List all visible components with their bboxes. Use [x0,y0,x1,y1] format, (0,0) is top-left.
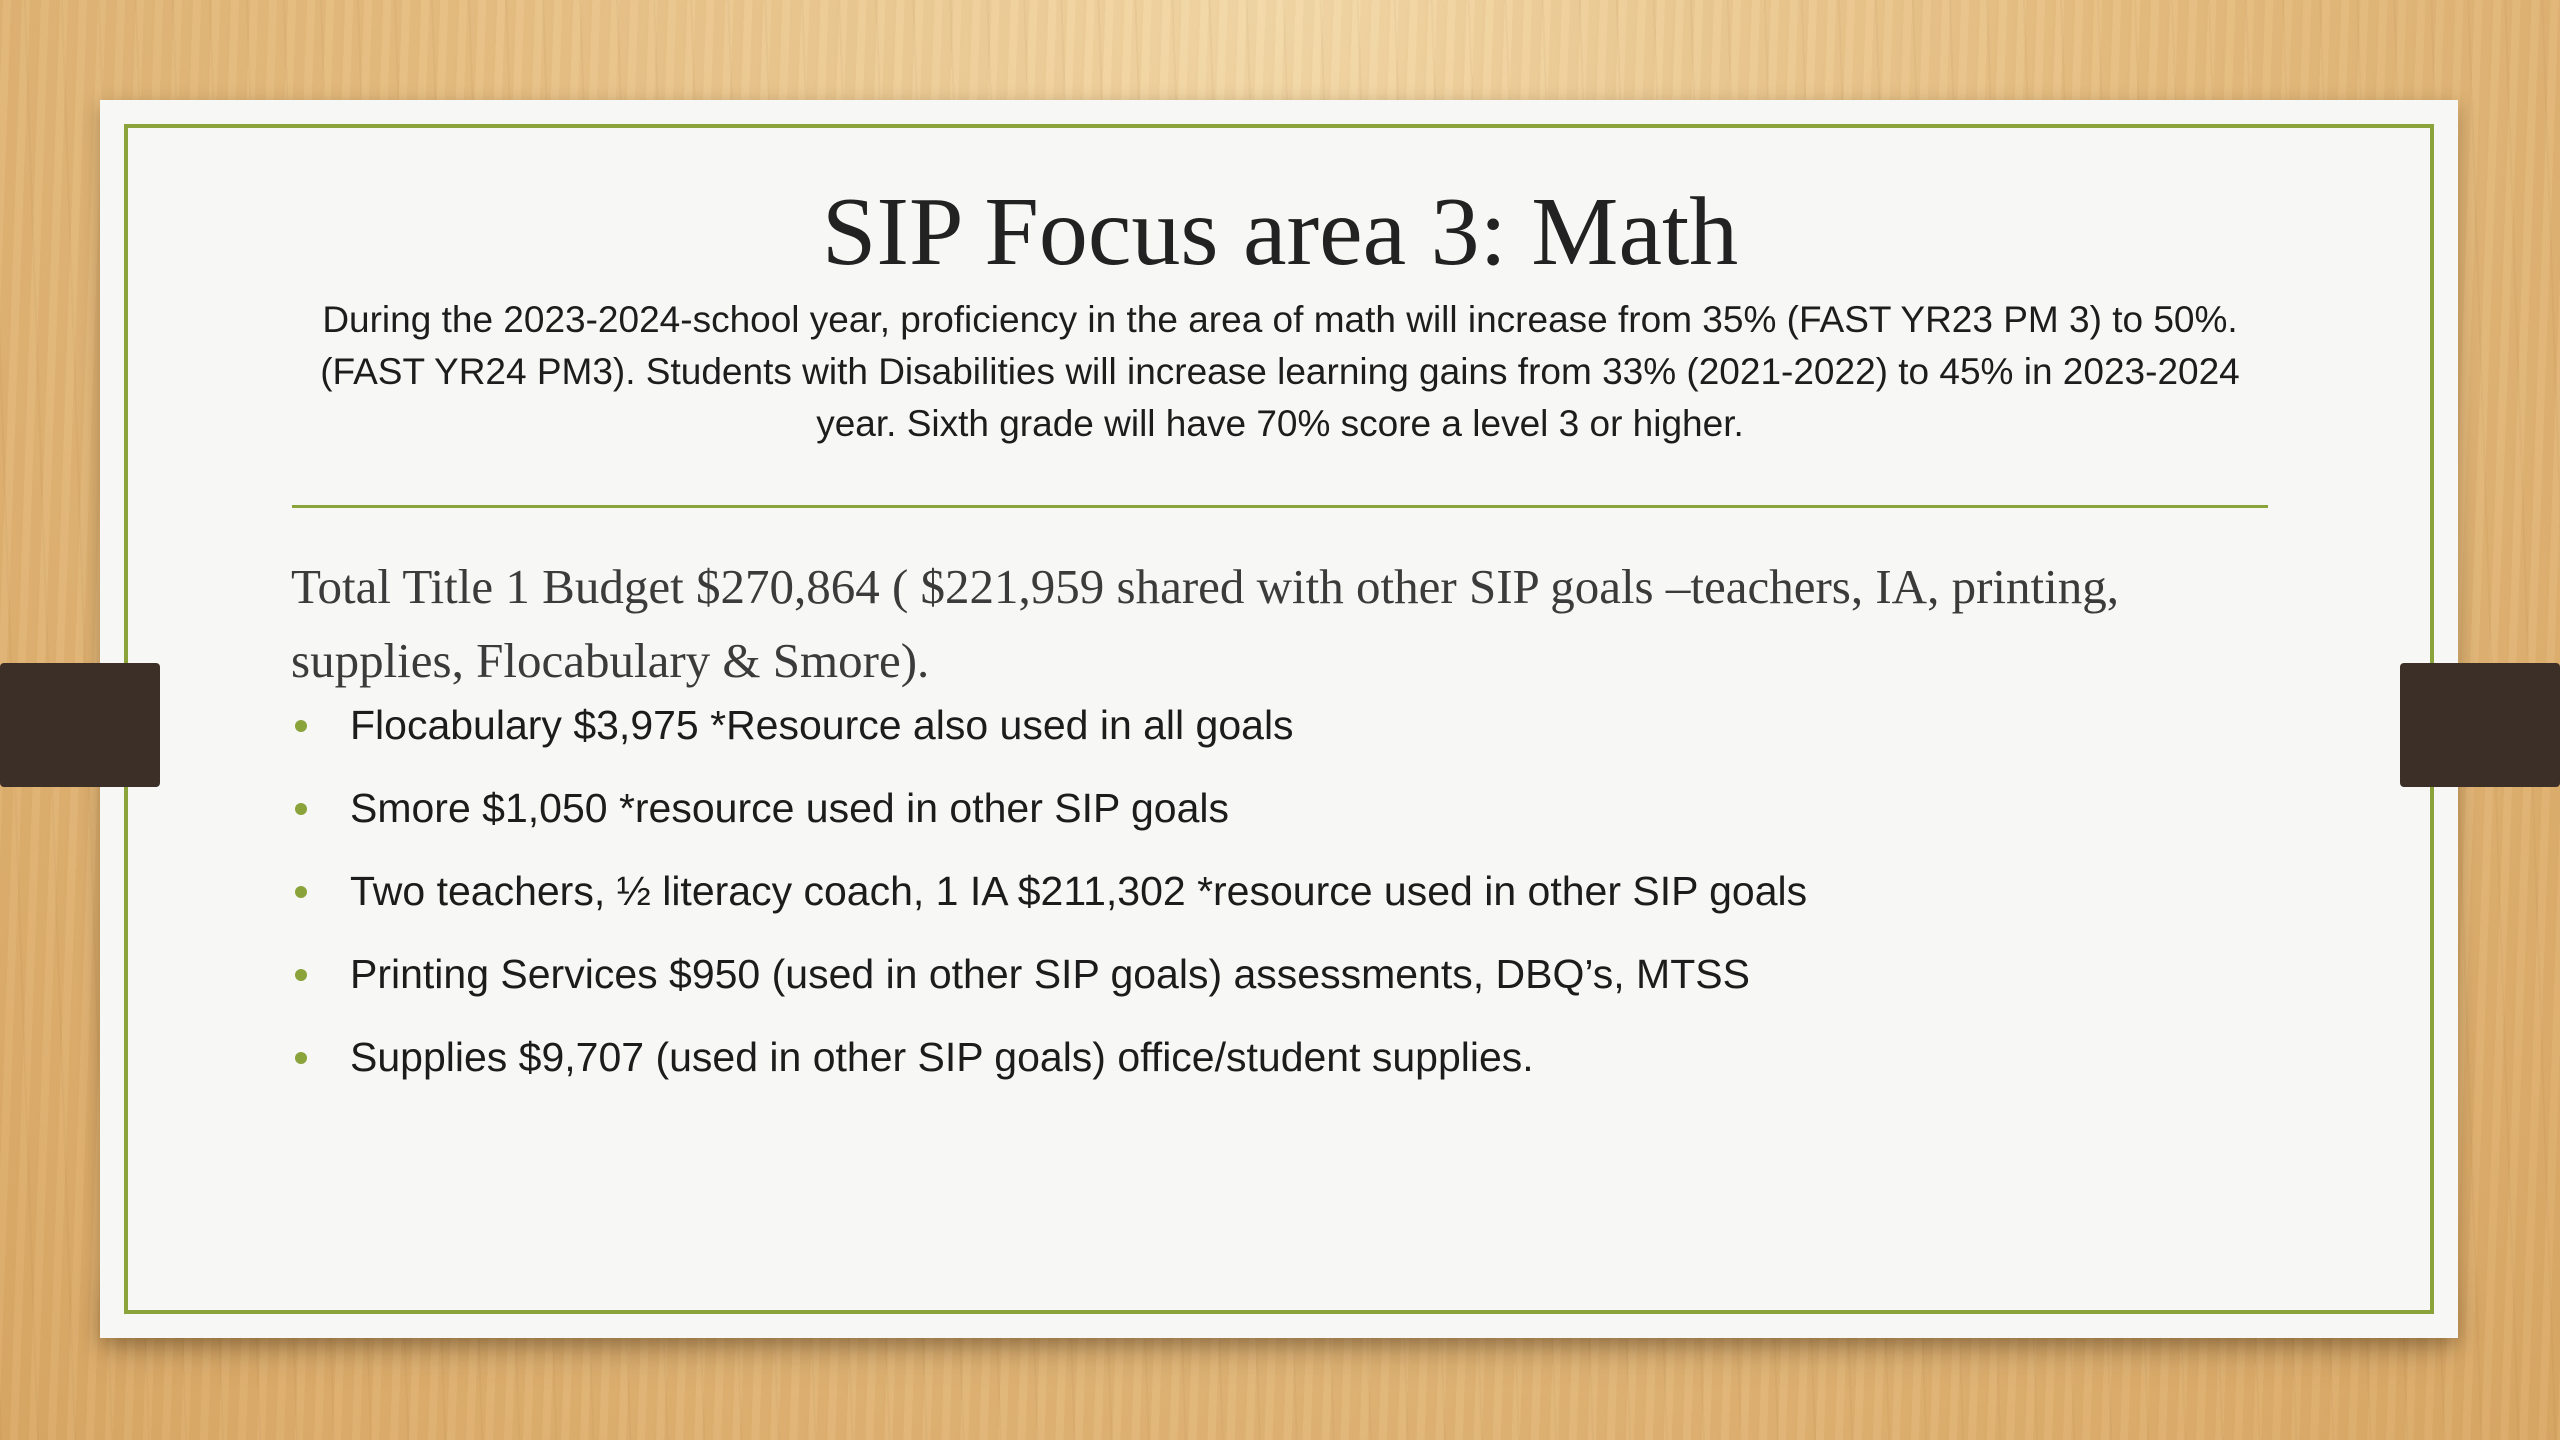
bullet-text: Smore $1,050 *resource used in other SIP goals [350,785,1229,831]
bullet-icon [295,720,307,732]
bullet-item-smore [291,773,2291,856]
slide-subtitle: During the 2023-2024-school year, proficiency in the area of math will increase from 35% (FAST YR23 PM 3) to 50%. (FAST YR24 PM3). Students with Disabilities will increase learning gains from 33% (2021-2022) to 45% in 2023-2024 year. Sixth grade will have 70% score a level 3 or higher. [320,299,2240,444]
left-binder-tab [0,663,160,787]
bullet-text: Two teachers, ½ literacy coach, 1 IA $211,302 *resource used in other SIP goals [350,868,1808,914]
bullet-icon [295,969,307,981]
right-binder-tab [2400,663,2560,787]
bullet-list [291,690,2291,1105]
budget-text: Total Title 1 Budget $270,864 ( $221,959 shared with other SIP goals –teachers, IA, printing, supplies, Flocabulary & Smore). [291,559,2119,688]
bullet-text: Flocabulary $3,975 *Resource also used in all goals [350,702,1294,748]
bullet-icon [295,886,307,898]
bullet-icon [295,803,307,815]
bullet-text: Printing Services $950 (used in other SIP goals) assessments, DBQ’s, MTSS [350,951,1750,997]
bullet-item-flocabulary [291,690,2291,773]
bullet-item-teachers [291,856,2291,939]
bullet-text: Supplies $9,707 (used in other SIP goals) office/student supplies. [350,1034,1534,1080]
bullet-icon [295,1052,307,1064]
slide-title: SIP Focus area 3: Math [821,178,1739,286]
bullet-item-printing [291,939,2291,1022]
bullet-item-supplies [291,1022,2291,1105]
divider-line [292,505,2268,508]
